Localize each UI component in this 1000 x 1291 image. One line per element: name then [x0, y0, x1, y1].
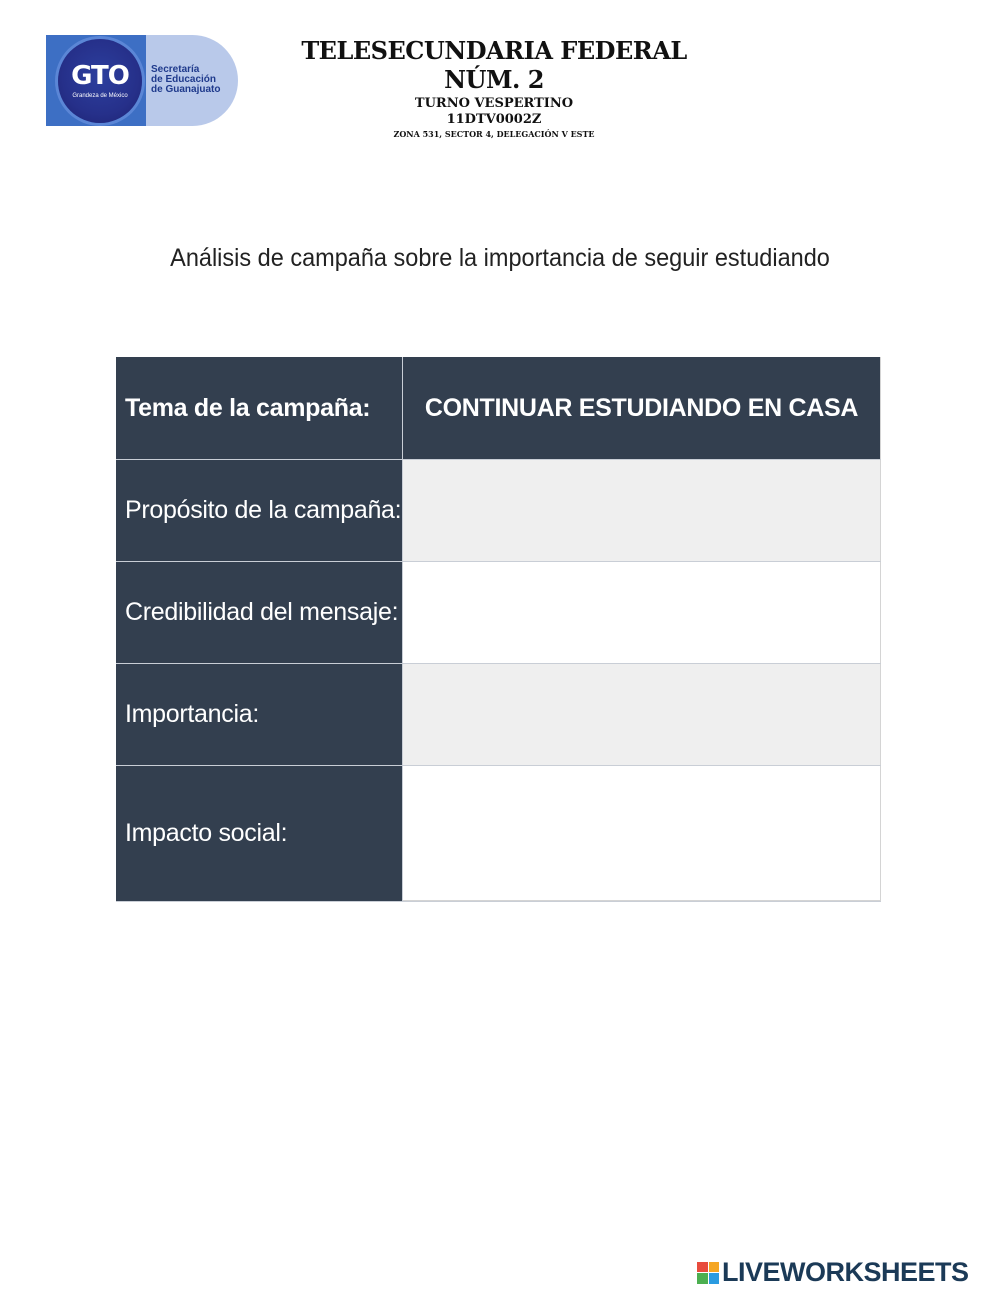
liveworksheets-watermark — [697, 1257, 969, 1288]
watermark-text: LIVEWORKSHEETS — [722, 1257, 969, 1287]
social-impact-label: Impacto social: — [116, 766, 403, 901]
theme-label: Tema de la campaña: — [116, 357, 403, 459]
table-row-purpose — [116, 460, 881, 562]
liveworksheets-icon — [697, 1262, 719, 1284]
importance-answer-field[interactable] — [403, 664, 881, 765]
school-header — [260, 36, 728, 139]
school-code: 11DTV0002Z — [446, 112, 542, 127]
logo-tagline: Grandeza de México — [72, 93, 128, 99]
purpose-answer-field[interactable] — [403, 460, 881, 561]
logo-mark: GTO — [71, 61, 129, 91]
credibility-answer-field[interactable] — [403, 562, 881, 663]
theme-value: CONTINUAR ESTUDIANDO EN CASA — [403, 357, 881, 459]
table-row-credibility — [116, 562, 881, 664]
logo-org-name: Secretaría de Educación de Guanajuato — [151, 64, 221, 95]
importance-label: Importancia: — [116, 664, 403, 765]
school-zone: ZONA 531, SECTOR 4, DELEGACIÓN V ESTE — [393, 129, 595, 139]
sep-guanajuato-logo — [46, 35, 238, 126]
page-title: Análisis de campaña sobre la importancia de seguir estudiando — [170, 244, 830, 272]
school-shift: TURNO VESPERTINO — [414, 96, 574, 111]
purpose-label: Propósito de la campaña: — [116, 460, 403, 561]
credibility-label: Credibilidad del mensaje: — [116, 562, 403, 663]
table-row-importance — [116, 664, 881, 766]
social-impact-answer-field[interactable] — [403, 766, 881, 901]
campaign-table — [116, 357, 881, 902]
table-row-theme — [116, 357, 881, 460]
table-row-social-impact — [116, 766, 881, 902]
school-name: TELESECUNDARIA FEDERAL NÚM. 2 — [301, 36, 687, 94]
